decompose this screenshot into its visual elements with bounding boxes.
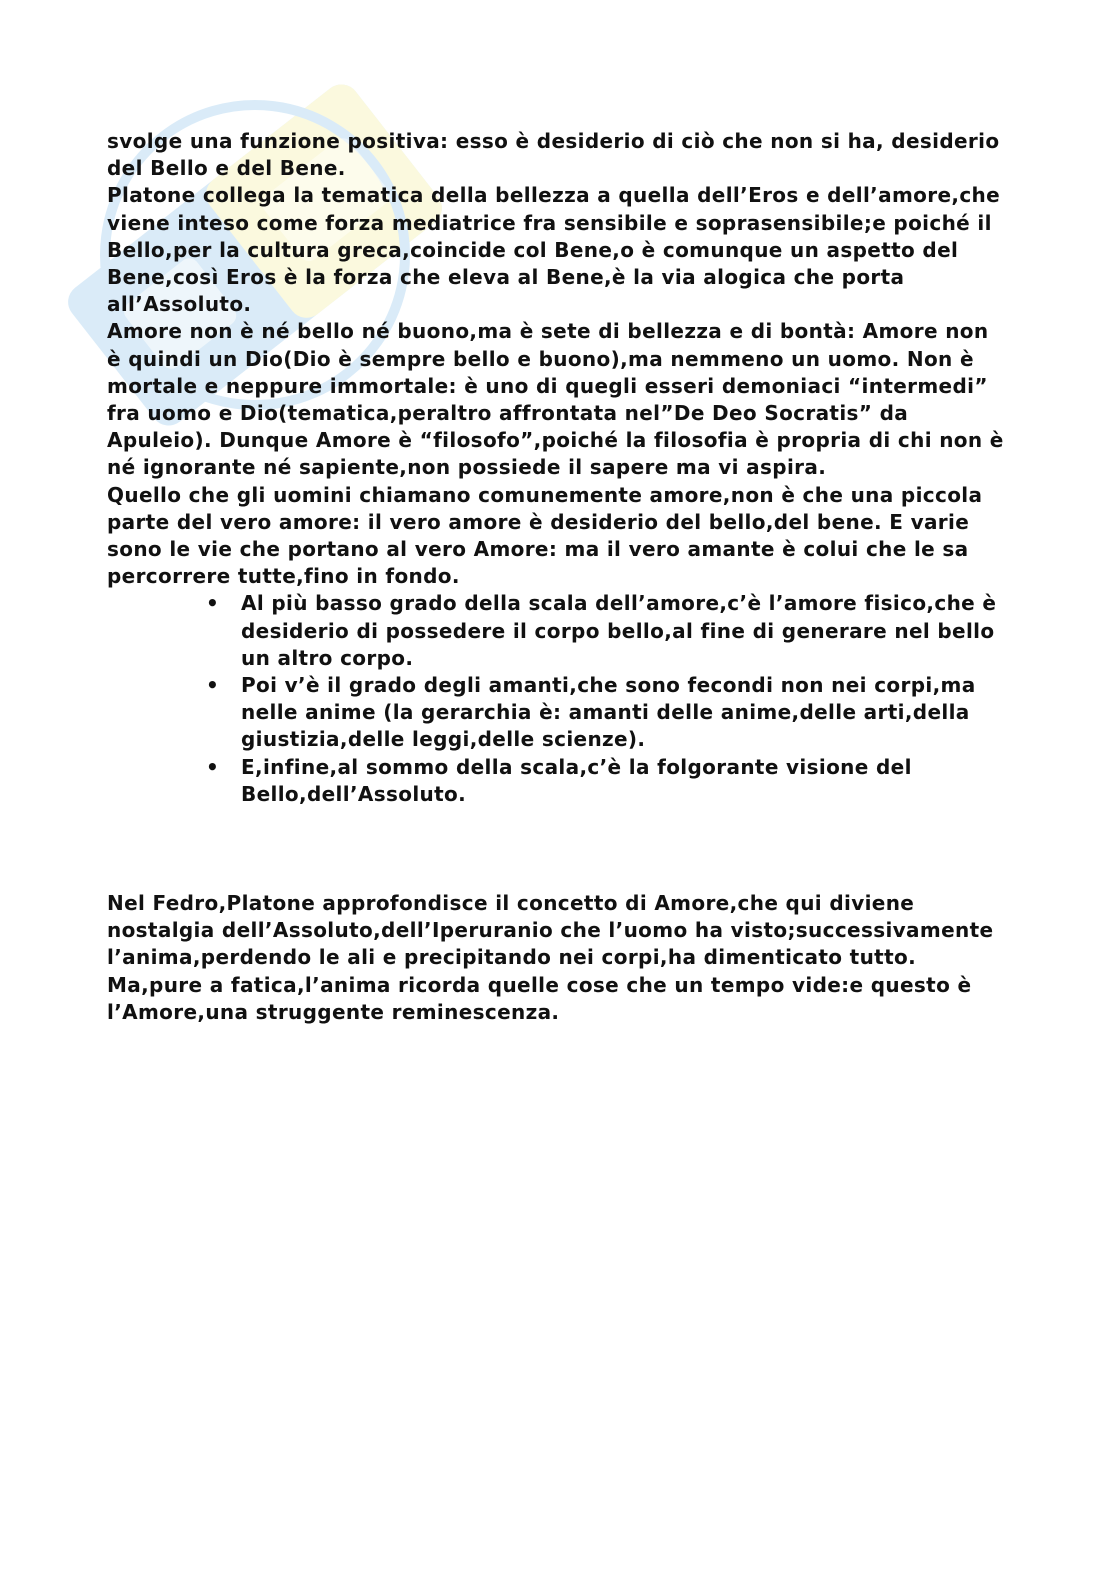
list-item-text: Poi v’è il grado degli amanti,che sono fecondi non nei corpi,ma nelle anime (la gerarchia è: amanti delle anime,delle arti,della giustizia,delle leggi,delle scienze). [241,673,976,752]
spacer [107,808,1007,890]
bullet-icon: • [206,591,220,616]
paragraph: Quello che gli uomini chiamano comunemente amore,non è che una piccola parte del vero amore: il vero amore è desiderio del bello,del bene. E varie sono le vie che portano al vero Amore: ma il vero amante è colui che le sa percorrere tutte,fino in fondo. [107,482,983,589]
paragraph: Nel Fedro,Platone approfondisce il concetto di Amore,che qui diviene nostalgia dell’Assoluto,dell’Iperuranio che l’uomo ha visto;successivamente l’anima,perdendo le ali e precipitando nei corpi,ha dimenticato tutto. [107,891,994,970]
bullet-icon: • [206,754,220,779]
list-item [206,754,1007,808]
bullet-icon: • [206,673,220,698]
paragraph: Ma,pure a fatica,l’anima ricorda quelle cose che un tempo vide:e questo è l’Amore,una struggente reminescenza. [107,972,972,1024]
list-item [206,672,1007,754]
list-item [206,590,1007,672]
document-body [107,128,1007,1026]
paragraph: Amore non è né bello né buono,ma è sete di bellezza e di bontà: Amore non è quindi un Dio(Dio è sempre bello e buono),ma nemmeno un uomo. Non è mortale e neppure immortale: è uno di quegli esseri demoniaci “intermedi” fra uomo e Dio(tematica,peraltro affrontata nel”De Deo Socratis” da Apuleio). Dunque Amore è “filosofo”,poiché la filosofia è propria di chi non è né ignorante né sapiente,non possiede il sapere ma vi aspira. [107,319,1004,480]
paragraph: Platone collega la tematica della bellezza a quella dell’Eros e dell’amore,che viene inteso come forza mediatrice fra sensibile e soprasensibile;e poiché il Bello,per la cultura greca,coincide col Bene,o è comunque un aspetto del Bene,così Eros è la forza che eleva al Bene,è la via alogica che porta all’Assoluto. [107,183,1001,317]
list-item-text: Al più basso grado della scala dell’amore,c’è l’amore fisico,che è desiderio di possedere il corpo bello,al fine di generare nel bello un altro corpo. [241,591,997,670]
paragraph: svolge una funzione positiva: esso è desiderio di ciò che non si ha, desiderio del Bello e del Bene. [107,129,1000,181]
list-item-text: E,infine,al sommo della scala,c’è la folgorante visione del Bello,dell’Assoluto. [241,754,912,806]
bullet-list [107,590,1007,808]
